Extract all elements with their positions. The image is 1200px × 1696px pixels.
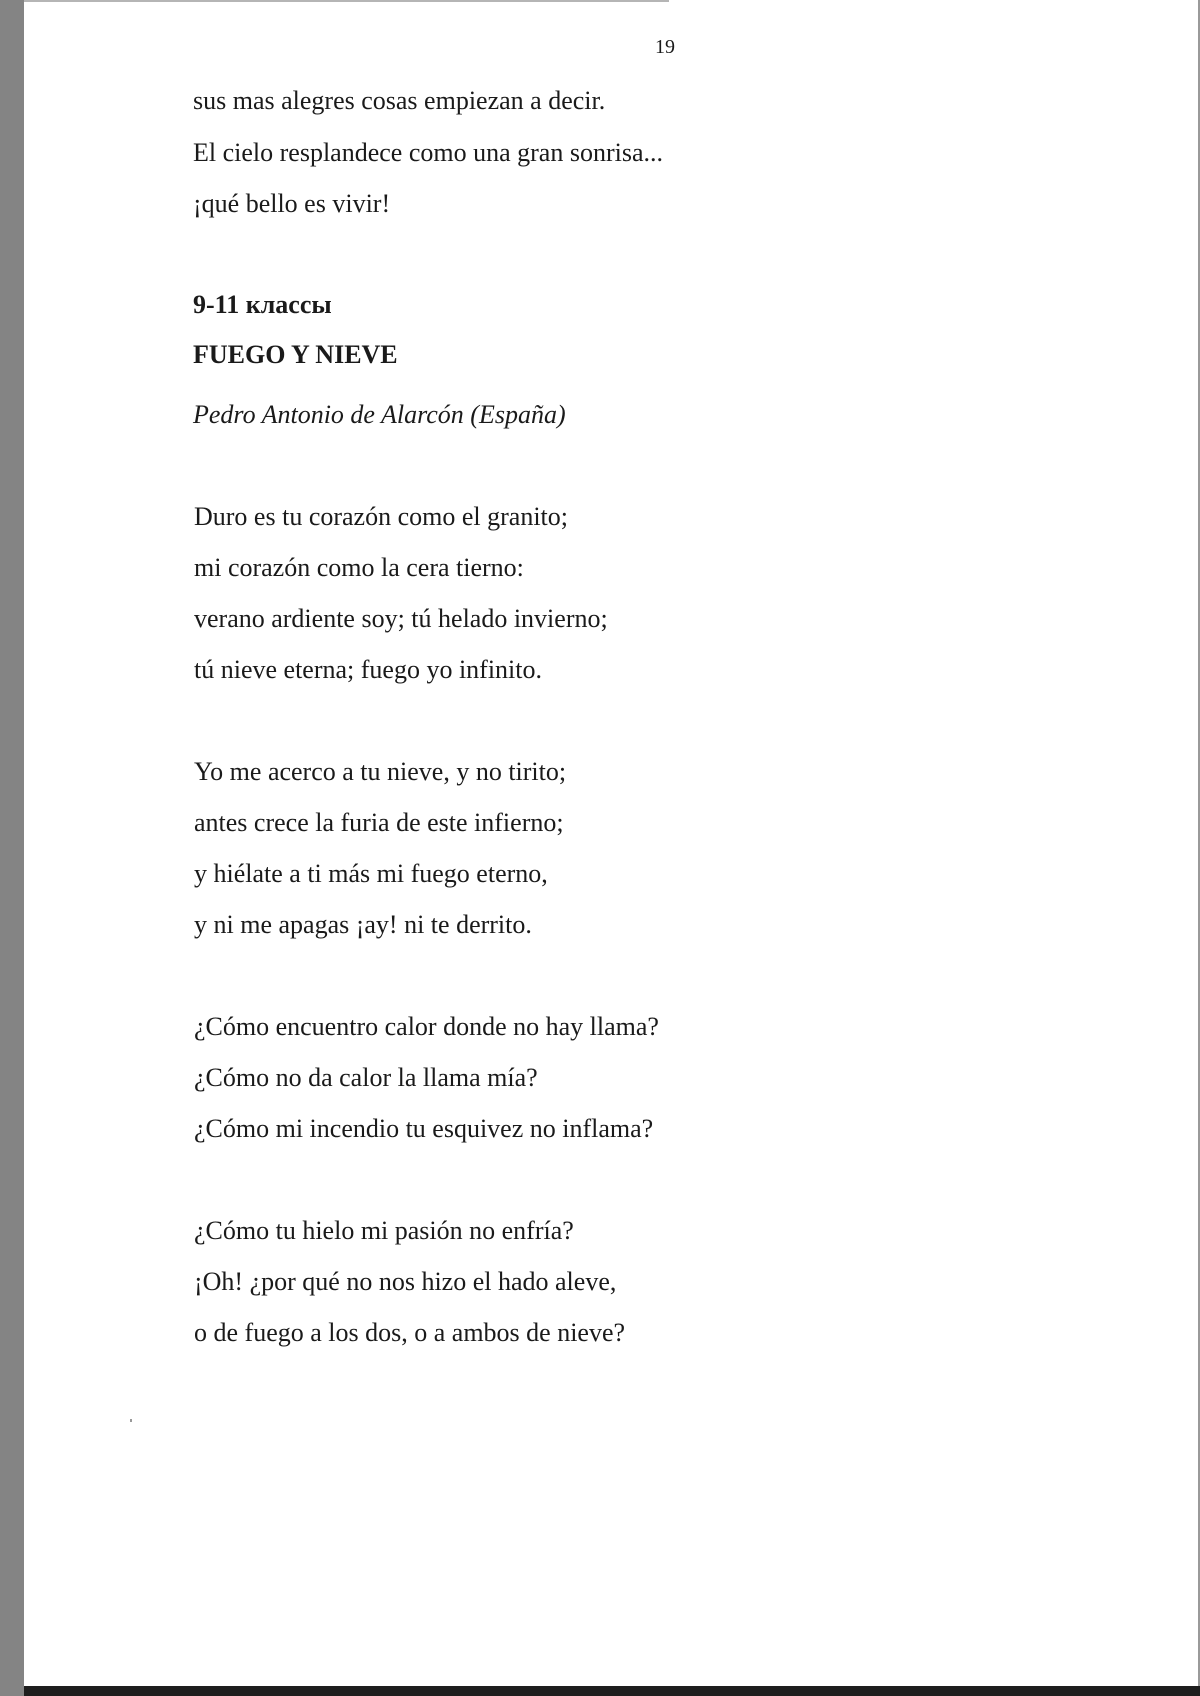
poem-line: ¿Cómo mi incendio tu esquivez no inflama? [194, 1114, 654, 1143]
poem-line: verano ardiente soy; tú helado invierno; [194, 604, 608, 633]
scan-border-bottom [24, 1686, 1200, 1696]
poem-author: Pedro Antonio de Alarcón (España) [193, 400, 566, 429]
poem-title: FUEGO Y NIEVE [193, 340, 398, 369]
poem-line: mi corazón como la cera tierno: [194, 553, 524, 582]
previous-poem-line: ¡qué bello es vivir! [193, 189, 391, 218]
poem-line: Duro es tu corazón como el granito; [194, 502, 568, 531]
scan-border-left [0, 0, 24, 1696]
poem-line: ¿Cómo no da calor la llama mía? [194, 1063, 538, 1092]
previous-poem-line: sus mas alegres cosas empiezan a decir. [193, 86, 606, 115]
poem-line: tú nieve eterna; fuego yo infinito. [194, 655, 543, 684]
poem-line: ¿Cómo encuentro calor donde no hay llama? [194, 1012, 659, 1041]
poem-line: ¿Cómo tu hielo mi pasión no enfría? [194, 1216, 574, 1245]
poem-line: o de fuego a los dos, o a ambos de nieve? [194, 1318, 626, 1347]
poem-line: Yo me acerco a tu nieve, y no tirito; [194, 757, 567, 786]
poem-line: y hiélate a ti más mi fuego eterno, [194, 859, 548, 888]
poem-line: ¡Oh! ¿por qué no nos hizo el hado aleve, [194, 1267, 617, 1296]
scan-speck [130, 1419, 132, 1422]
section-heading: 9-11 классы [193, 290, 332, 319]
poem-line: antes crece la furia de este infierno; [194, 808, 564, 837]
poem-line: y ni me apagas ¡ay! ni te derrito. [194, 910, 532, 939]
previous-poem-line: El cielo resplandece como una gran sonrisa... [193, 138, 663, 167]
page-number: 19 [655, 36, 675, 58]
scan-border-top [24, 0, 669, 2]
